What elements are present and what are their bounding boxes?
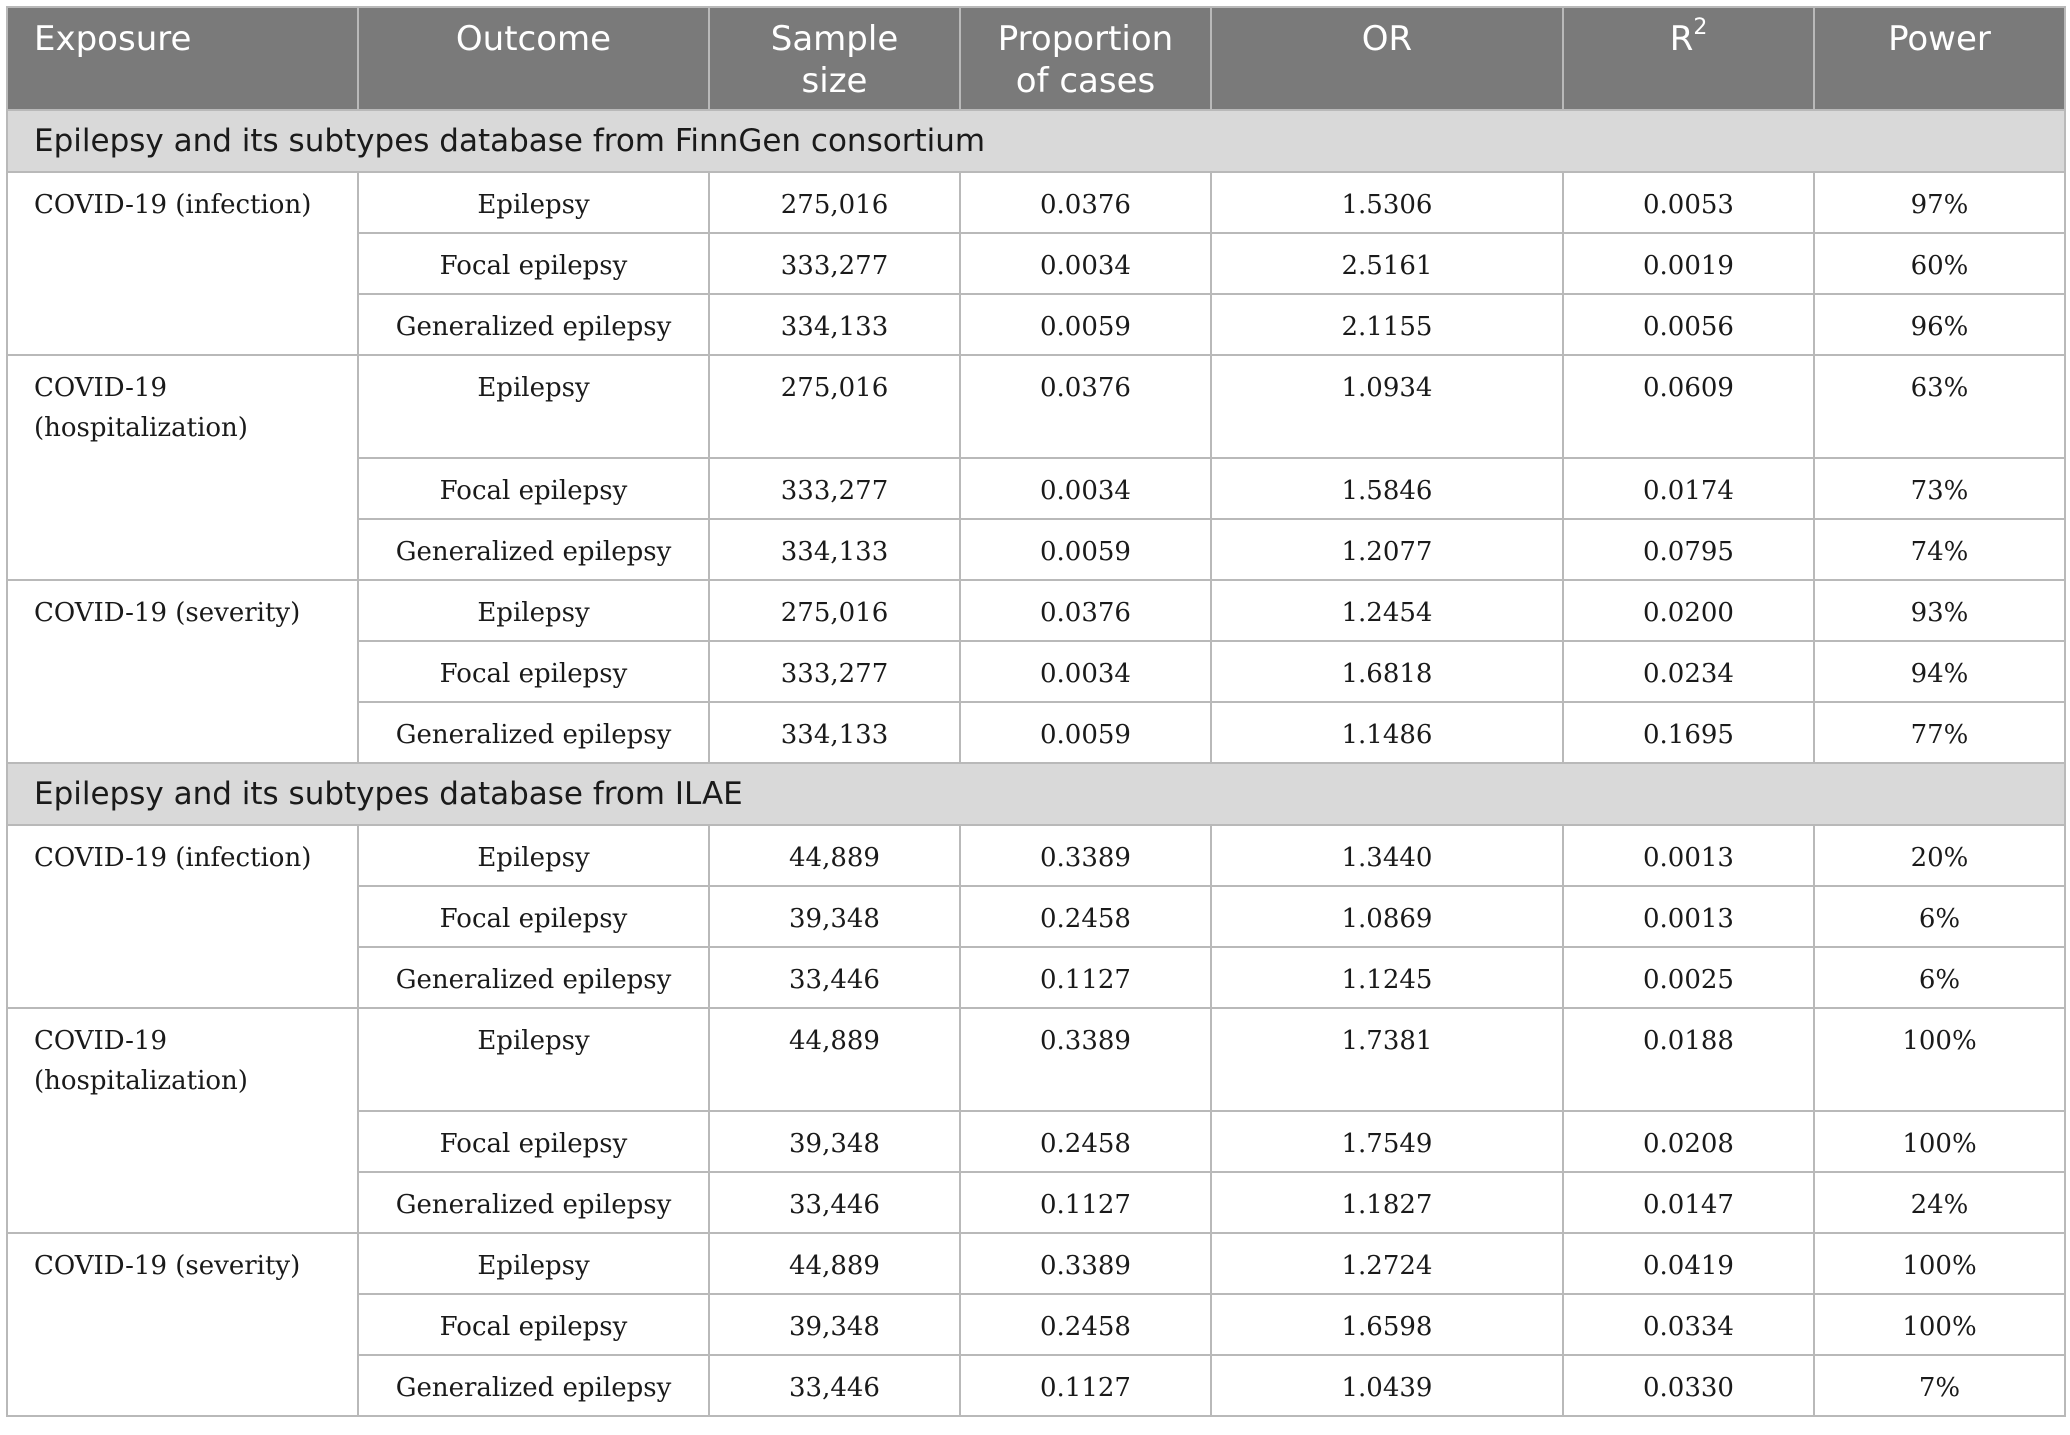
- r2-cell: 0.0013: [1563, 825, 1814, 886]
- or-cell: 1.1827: [1211, 1172, 1563, 1233]
- exposure-cell: COVID-19 (infection): [7, 172, 358, 355]
- power-cell: 63%: [1814, 355, 2065, 458]
- proportion-cell: 0.1127: [960, 1355, 1211, 1416]
- power-cell: 20%: [1814, 825, 2065, 886]
- power-cell: 77%: [1814, 702, 2065, 763]
- r2-superscript: 2: [1693, 14, 1708, 40]
- sample-size-cell: 44,889: [709, 1233, 960, 1294]
- sample-size-cell: 275,016: [709, 355, 960, 458]
- r2-cell: 0.0330: [1563, 1355, 1814, 1416]
- or-cell: 1.0869: [1211, 886, 1563, 947]
- outcome-cell: Generalized epilepsy: [358, 1355, 709, 1416]
- col-header-sample-size: Sample size: [709, 7, 960, 110]
- r2-cell: 0.0174: [1563, 458, 1814, 519]
- sample-size-cell: 334,133: [709, 702, 960, 763]
- r2-cell: 0.0188: [1563, 1008, 1814, 1111]
- exposure-cell: COVID-19 (hospitalization): [7, 1008, 358, 1233]
- table-row: [7, 1008, 2065, 1111]
- sample-size-cell: 39,348: [709, 1294, 960, 1355]
- proportion-cell: 0.0059: [960, 294, 1211, 355]
- sample-size-cell: 33,446: [709, 947, 960, 1008]
- outcome-cell: Focal epilepsy: [358, 641, 709, 702]
- sample-size-cell: 33,446: [709, 1172, 960, 1233]
- power-cell: 96%: [1814, 294, 2065, 355]
- r2-cell: 0.0419: [1563, 1233, 1814, 1294]
- proportion-cell: 0.3389: [960, 1233, 1211, 1294]
- exposure-cell: COVID-19 (hospitalization): [7, 355, 358, 580]
- outcome-cell: Focal epilepsy: [358, 1111, 709, 1172]
- r2-cell: 0.1695: [1563, 702, 1814, 763]
- proportion-cell: 0.2458: [960, 1111, 1211, 1172]
- sample-size-cell: 334,133: [709, 519, 960, 580]
- power-cell: 93%: [1814, 580, 2065, 641]
- or-cell: 2.1155: [1211, 294, 1563, 355]
- or-cell: 1.1245: [1211, 947, 1563, 1008]
- section-title: Epilepsy and its subtypes database from FinnGen consortium: [7, 110, 2065, 172]
- outcome-cell: Generalized epilepsy: [358, 519, 709, 580]
- outcome-cell: Epilepsy: [358, 355, 709, 458]
- proportion-cell: 0.0376: [960, 580, 1211, 641]
- exposure-cell: COVID-19 (severity): [7, 1233, 358, 1416]
- exposure-cell: COVID-19 (infection): [7, 825, 358, 1008]
- or-cell: 1.6598: [1211, 1294, 1563, 1355]
- or-cell: 1.0934: [1211, 355, 1563, 458]
- header-row: [7, 7, 2065, 110]
- power-cell: 60%: [1814, 233, 2065, 294]
- sample-size-cell: 44,889: [709, 825, 960, 886]
- outcome-cell: Epilepsy: [358, 580, 709, 641]
- section-row: [7, 110, 2065, 172]
- outcome-cell: Generalized epilepsy: [358, 702, 709, 763]
- col-header-power: Power: [1814, 7, 2065, 110]
- r2-cell: 0.0053: [1563, 172, 1814, 233]
- or-cell: 1.1486: [1211, 702, 1563, 763]
- r2-cell: 0.0013: [1563, 886, 1814, 947]
- power-cell: 6%: [1814, 947, 2065, 1008]
- proportion-cell: 0.3389: [960, 1008, 1211, 1111]
- outcome-cell: Focal epilepsy: [358, 458, 709, 519]
- sample-size-cell: 39,348: [709, 1111, 960, 1172]
- section-title: Epilepsy and its subtypes database from ILAE: [7, 763, 2065, 825]
- col-header-outcome: Outcome: [358, 7, 709, 110]
- power-cell: 100%: [1814, 1233, 2065, 1294]
- col-header-proportion: Proportion of cases: [960, 7, 1211, 110]
- sample-size-cell: 334,133: [709, 294, 960, 355]
- r2-cell: 0.0056: [1563, 294, 1814, 355]
- proportion-cell: 0.1127: [960, 1172, 1211, 1233]
- col-header-or: OR: [1211, 7, 1563, 110]
- or-cell: 1.2454: [1211, 580, 1563, 641]
- proportion-cell: 0.2458: [960, 886, 1211, 947]
- or-cell: 1.6818: [1211, 641, 1563, 702]
- power-cell: 74%: [1814, 519, 2065, 580]
- or-cell: 1.2077: [1211, 519, 1563, 580]
- sample-size-cell: 333,277: [709, 233, 960, 294]
- power-cell: 6%: [1814, 886, 2065, 947]
- outcome-cell: Generalized epilepsy: [358, 947, 709, 1008]
- r2-label: R: [1669, 19, 1694, 59]
- power-cell: 97%: [1814, 172, 2065, 233]
- r2-cell: 0.0609: [1563, 355, 1814, 458]
- outcome-cell: Epilepsy: [358, 172, 709, 233]
- sample-size-cell: 275,016: [709, 580, 960, 641]
- sample-size-cell: 33,446: [709, 1355, 960, 1416]
- power-cell: 73%: [1814, 458, 2065, 519]
- table-row: [7, 1233, 2065, 1294]
- sample-size-cell: 39,348: [709, 886, 960, 947]
- outcome-cell: Epilepsy: [358, 1008, 709, 1111]
- table-row: [7, 825, 2065, 886]
- outcome-cell: Focal epilepsy: [358, 1294, 709, 1355]
- r2-cell: 0.0019: [1563, 233, 1814, 294]
- outcome-cell: Focal epilepsy: [358, 886, 709, 947]
- sample-size-cell: 275,016: [709, 172, 960, 233]
- power-cell: 94%: [1814, 641, 2065, 702]
- r2-cell: 0.0334: [1563, 1294, 1814, 1355]
- or-cell: 1.3440: [1211, 825, 1563, 886]
- outcome-cell: Generalized epilepsy: [358, 294, 709, 355]
- or-cell: 1.0439: [1211, 1355, 1563, 1416]
- r2-cell: 0.0795: [1563, 519, 1814, 580]
- r2-cell: 0.0234: [1563, 641, 1814, 702]
- or-cell: 1.5306: [1211, 172, 1563, 233]
- proportion-cell: 0.3389: [960, 825, 1211, 886]
- or-cell: 1.2724: [1211, 1233, 1563, 1294]
- proportion-cell: 0.0376: [960, 355, 1211, 458]
- r2-cell: 0.0208: [1563, 1111, 1814, 1172]
- proportion-cell: 0.0034: [960, 458, 1211, 519]
- sample-size-cell: 333,277: [709, 458, 960, 519]
- sample-size-cell: 44,889: [709, 1008, 960, 1111]
- or-cell: 1.5846: [1211, 458, 1563, 519]
- power-cell: 100%: [1814, 1294, 2065, 1355]
- proportion-cell: 0.1127: [960, 947, 1211, 1008]
- proportion-cell: 0.0376: [960, 172, 1211, 233]
- exposure-cell: COVID-19 (severity): [7, 580, 358, 763]
- section-row: [7, 763, 2065, 825]
- proportion-cell: 0.2458: [960, 1294, 1211, 1355]
- results-table: [6, 6, 2066, 1417]
- proportion-cell: 0.0059: [960, 519, 1211, 580]
- col-header-exposure: Exposure: [7, 7, 358, 110]
- table-row: [7, 355, 2065, 458]
- table-row: [7, 580, 2065, 641]
- r2-cell: 0.0147: [1563, 1172, 1814, 1233]
- table-body: [7, 110, 2065, 1416]
- outcome-cell: Generalized epilepsy: [358, 1172, 709, 1233]
- table-row: [7, 172, 2065, 233]
- sample-size-cell: 333,277: [709, 641, 960, 702]
- power-cell: 100%: [1814, 1111, 2065, 1172]
- proportion-cell: 0.0034: [960, 233, 1211, 294]
- power-cell: 7%: [1814, 1355, 2065, 1416]
- proportion-cell: 0.0034: [960, 641, 1211, 702]
- r2-cell: 0.0200: [1563, 580, 1814, 641]
- outcome-cell: Focal epilepsy: [358, 233, 709, 294]
- power-cell: 100%: [1814, 1008, 2065, 1111]
- power-cell: 24%: [1814, 1172, 2065, 1233]
- or-cell: 2.5161: [1211, 233, 1563, 294]
- outcome-cell: Epilepsy: [358, 1233, 709, 1294]
- col-header-r2: [1563, 7, 1814, 110]
- outcome-cell: Epilepsy: [358, 825, 709, 886]
- r2-cell: 0.0025: [1563, 947, 1814, 1008]
- proportion-cell: 0.0059: [960, 702, 1211, 763]
- or-cell: 1.7381: [1211, 1008, 1563, 1111]
- or-cell: 1.7549: [1211, 1111, 1563, 1172]
